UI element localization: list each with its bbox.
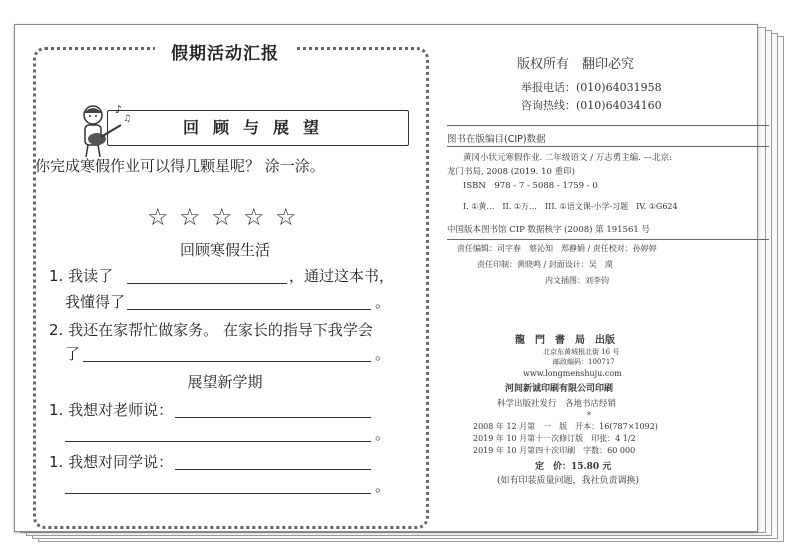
star-icon[interactable]: ☆ [211,203,233,231]
learned-chore-blank[interactable] [83,361,371,362]
separator-asterisk: * [587,411,591,420]
quality-notice: (如有印装质量问题，我社负责调换) [497,476,640,486]
future-heading: 展望新学期 [187,373,263,391]
star-icon[interactable]: ☆ [275,203,297,231]
staff-line1: 责任编辑：司宇春 蔡沁知 郑静娟 / 责任校对：孙婷婷 [457,244,657,253]
edition-line1: 2008 年 12 月第 一 版 开本：16(787×1092) [473,422,658,431]
divider-cip [447,146,769,147]
edition-line3: 2019 年 10 月第四十次印刷 字数：60 000 [473,446,636,455]
review-outlook-banner: 回顾与展望 [107,110,409,146]
classmate-blank-2[interactable] [65,493,371,494]
edition-line2: 2019 年 10 月第十一次修订版 印张：4 1/2 [473,434,636,443]
svg-text:♫: ♫ [123,114,131,124]
teacher-blank-1[interactable] [175,417,371,418]
cip-line2: 龙门书局, 2008 (2019. 10 重印) [447,167,575,177]
item2-continuation: 了 [65,345,81,363]
divider-cip-bottom [447,239,769,240]
item1-learned-label: 我懂得了 [65,293,126,311]
star-icon[interactable]: ☆ [147,203,169,231]
svg-text:♪: ♪ [115,103,123,116]
website: www.longmenshuju.com [523,369,622,378]
hotline: 咨询热线：(010)64034160 [521,99,662,112]
item1-end: 。 [375,293,391,311]
cip-line1: 黄冈小状元寒假作业. 二年级语文 / 万志勇主编. —北京: [463,153,672,163]
cip-record: 中国版本图书馆 CIP 数据核字 (2008) 第 191561 号 [447,225,651,235]
book-page [14,24,758,532]
publisher-address: 北京东黄城根北街 16 号 [543,348,620,356]
item2-prefix: 2. 我还在家帮忙做家务。 在家长的指导下我学会 [49,321,373,339]
distributor: 科学出版社发行 各地书店经销 [497,399,617,409]
price: 定 价：15.80 元 [535,462,612,472]
item2-end: 。 [375,345,391,363]
printer: 河间新诚印刷有限公司印刷 [505,384,614,394]
report-phone: 举报电话：(010)64031958 [521,81,662,94]
star-icon[interactable]: ☆ [243,203,265,231]
teacher-prompt: 1. 我想对老师说： [49,401,174,419]
item1-prefix: 1. 我读了 [49,267,114,285]
copyright-notice: 版权所有 翻印必究 [517,57,635,72]
classmate-prompt: 1. 我想对同学说： [49,453,174,471]
publisher: 龍 門 書 局 出版 [515,335,615,346]
item1-middle: ，通过这本书， [289,267,395,285]
cip-title: 图书在版编目(CIP)数据 [447,134,546,145]
book-read-blank[interactable] [127,283,287,284]
star-question: 你完成寒假作业可以得几颗星呢？ 涂一涂。 [35,157,325,175]
teacher-blank-2[interactable] [65,441,371,442]
star-icon[interactable]: ☆ [179,203,201,231]
learned-blank[interactable] [127,309,371,310]
classmate-blank-1[interactable] [175,469,371,470]
cip-isbn: ISBN 978 - 7 - 5088 - 1759 - 0 [463,181,598,191]
panel-title: 假期活动汇报 [155,41,295,67]
classmate-end: 。 [375,477,391,495]
teacher-end: 。 [375,425,391,443]
review-heading: 回顾寒假生活 [179,241,270,259]
cip-classification: I. ①黄… II. ①万… III. ①语文课-小学-习题 IV. ①G624 [463,202,678,211]
divider-top [447,125,769,126]
staff-line2: 责任印制：黄晓鸣 / 封面设计：吴 漠 [477,260,613,269]
postcode: 邮政编码：100717 [553,358,615,366]
staff-line3: 内文插图：刘李钧 [545,276,609,285]
